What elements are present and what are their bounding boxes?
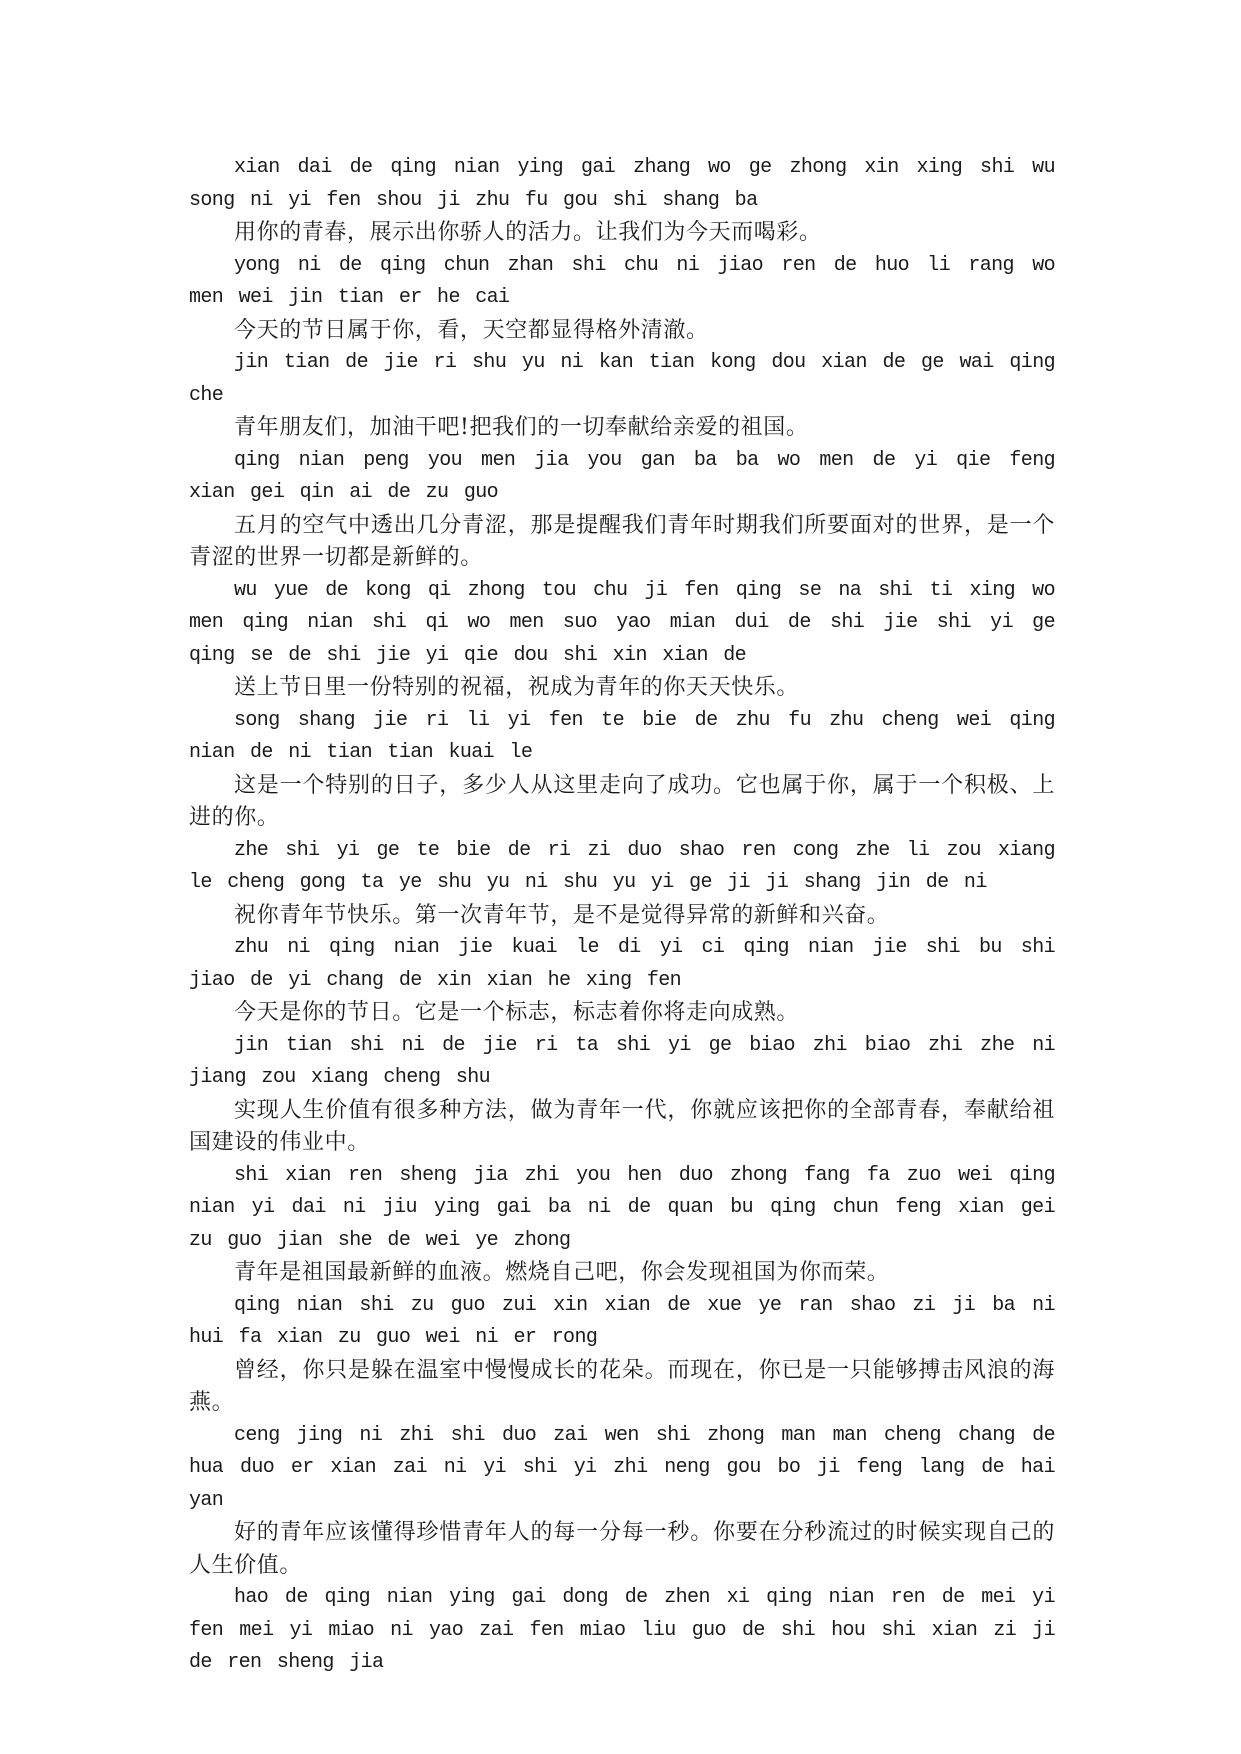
chinese-paragraph: 祝你青年节快乐。第一次青年节，是不是觉得异常的新鲜和兴奋。 (234, 902, 890, 928)
chinese-paragraph: 今天的节日属于你，看，天空都显得格外清澈。 (234, 317, 709, 343)
chinese-paragraph: 青年是祖国最新鲜的血液。燃烧自己吧，你会发现祖国为你而荣。 (234, 1260, 890, 1285)
chinese-paragraph: 今天是你的节日。它是一个标志，标志着你将走向成熟。 (234, 1000, 800, 1025)
pinyin-paragraph: hao de qing nian ying gai dong de zhen xi qing nian ren de mei yi fen mei yi miao ni yao zai fen miao liu guo de shi hou shi xian zi ji de ren sheng jia (189, 1586, 1055, 1674)
pinyin-paragraph: xian dai de qing nian ying gai zhang wo ge zhong xin xing shi wu song ni yi fen shou ji zhu fu gou shi shang ba (189, 156, 1055, 212)
chinese-paragraph: 好的青年应该懂得珍惜青年人的每一分每一秒。你要在分秒流过的时候实现自己的人生价值。 (189, 1520, 1055, 1578)
pinyin-paragraph: zhe shi yi ge te bie de ri zi duo shao ren cong zhe li zou xiang le cheng gong ta ye shu yu ni shu yu yi ge ji ji shang jin de ni (189, 838, 1055, 894)
pinyin-paragraph: wu yue de kong qi zhong tou chu ji fen qing se na shi ti xing wo men qing nian shi qi wo men suo yao mian dui de shi jie shi yi ge qing se de shi jie yi qie dou shi xin xian de (189, 578, 1055, 667)
document-body (189, 152, 1055, 1680)
chinese-paragraph: 曾经，你只是躲在温室中慢慢成长的花朵。而现在，你已是一只能够搏击风浪的海燕。 (189, 1357, 1055, 1415)
pinyin-paragraph: jin tian shi ni de jie ri ta shi yi ge biao zhi biao zhi zhe ni jiang zou xiang cheng shu (189, 1033, 1055, 1089)
chinese-paragraph: 实现人生价值有很多种方法，做为青年一代，你就应该把你的全部青春，奉献给祖国建设的伟业中。 (189, 1097, 1055, 1155)
pinyin-paragraph: qing nian peng you men jia you gan ba ba wo men de yi qie feng xian gei qin ai de zu guo (189, 448, 1055, 504)
pinyin-paragraph: jin tian de jie ri shu yu ni kan tian kong dou xian de ge wai qing che (189, 351, 1055, 407)
pinyin-paragraph: ceng jing ni zhi shi duo zai wen shi zhong man man cheng chang de hua duo er xian zai ni yi shi yi zhi neng gou bo ji feng lang de hai yan (189, 1423, 1055, 1512)
pinyin-paragraph: song shang jie ri li yi fen te bie de zhu fu zhu cheng wei qing nian de ni tian tian kuai le (189, 708, 1055, 764)
pinyin-paragraph: shi xian ren sheng jia zhi you hen duo zhong fang fa zuo wei qing nian yi dai ni jiu ying gai ba ni de quan bu qing chun feng xian gei zu guo jian she de wei ye zhong (189, 1163, 1055, 1252)
chinese-paragraph: 用你的青春，展示出你骄人的活力。让我们为今天而喝彩。 (234, 220, 822, 245)
chinese-paragraph: 送上节日里一份特别的祝福，祝成为青年的你天天快乐。 (234, 675, 800, 700)
chinese-paragraph: 这是一个特别的日子，多少人从这里走向了成功。它也属于你，属于一个积极、上进的你。 (189, 772, 1055, 830)
chinese-paragraph: 青年朋友们，加油干吧!把我们的一切奉献给亲爱的祖国。 (234, 415, 809, 440)
pinyin-paragraph: yong ni de qing chun zhan shi chu ni jiao ren de huo li rang wo men wei jin tian er he cai (189, 253, 1055, 309)
chinese-paragraph: 五月的空气中透出几分青涩，那是提醒我们青年时期我们所要面对的世界，是一个青涩的世界一切都是新鲜的。 (189, 512, 1055, 570)
pinyin-paragraph: qing nian shi zu guo zui xin xian de xue ye ran shao zi ji ba ni hui fa xian zu guo wei ni er rong (189, 1293, 1055, 1349)
pinyin-paragraph: zhu ni qing nian jie kuai le di yi ci qing nian jie shi bu shi jiao de yi chang de xin xian he xing fen (189, 936, 1055, 992)
